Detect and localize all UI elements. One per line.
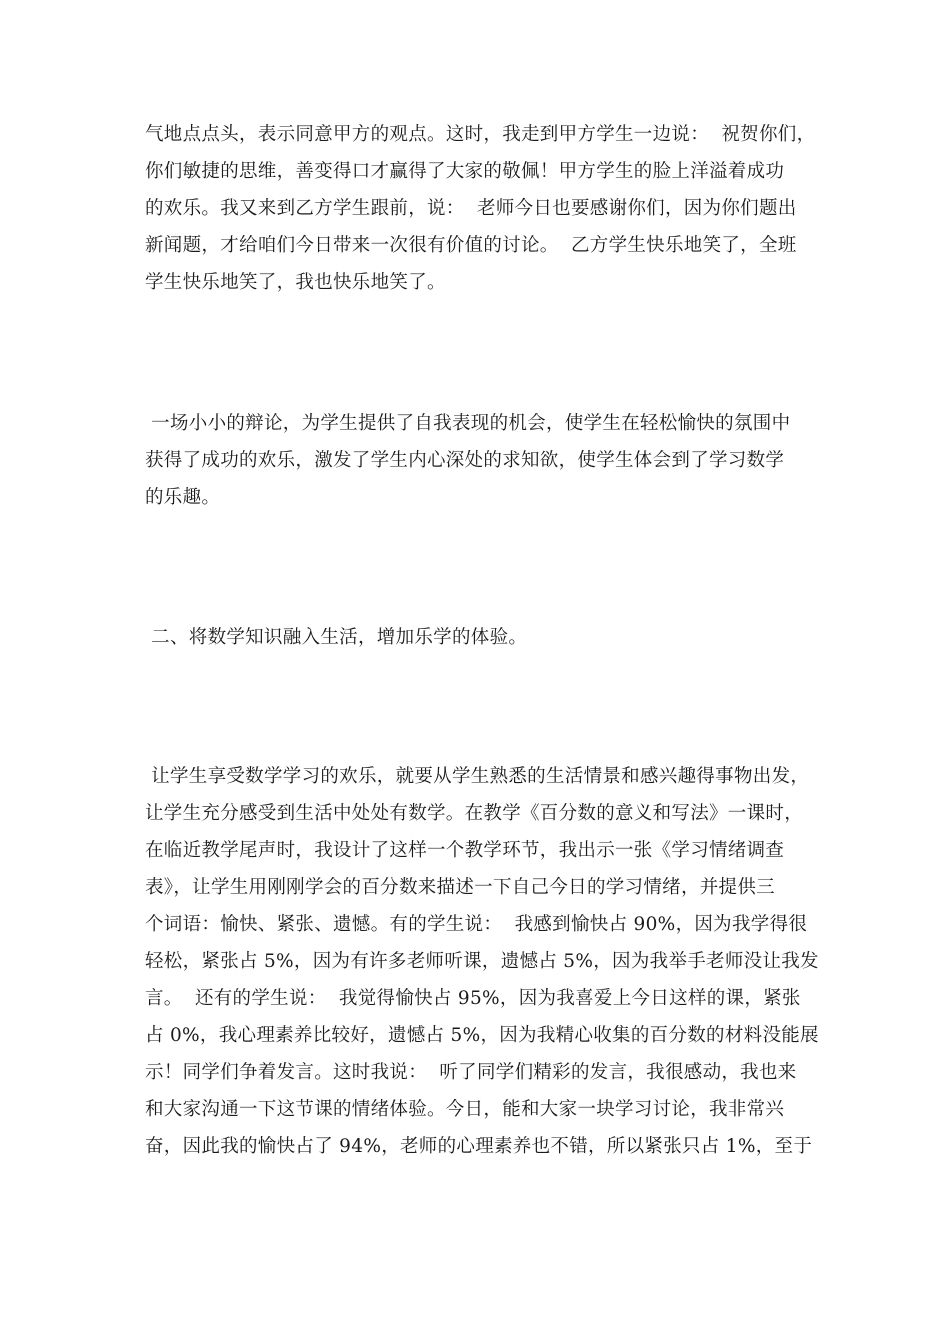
paragraph-4-line-5: 个词语：愉快、紧张、遗憾。有的学生说： 我感到愉快占 90%，因为我学得很 — [145, 914, 808, 935]
paragraph-4-line-9: 示！同学们争着发言。这时我说： 听了同学们精彩的发言，我很感动，我也来 — [145, 1062, 797, 1083]
paragraph-1-line-1: 气地点点头，表示同意甲方的观点。这时，我走到甲方学生一边说： 祝贺你们， — [145, 124, 816, 145]
paragraph-4-line-1: 让学生享受数学学习的欢乐，就要从学生熟悉的生活情景和感兴趣得事物出发， — [145, 766, 810, 787]
paragraph-4-line-2: 让学生充分感受到生活中处处有数学。在教学《百分数的意义和写法》一课时， — [145, 803, 804, 824]
section-heading: 二、将数学知识融入生活，增加乐学的体验。 — [145, 627, 528, 648]
paragraph-2-line-2: 获得了成功的欢乐，激发了学生内心深处的求知欲，使学生体会到了学习数学 — [145, 450, 785, 471]
paragraph-4-line-6: 轻松，紧张占 5%，因为有许多老师听课，遗憾占 5%，因为我举手老师没让我发 — [145, 951, 819, 972]
paragraph-1-line-3: 的欢乐。我又来到乙方学生跟前，说： 老师今日也要感谢你们，因为你们题出 — [145, 198, 797, 219]
paragraph-4-line-8: 占 0%，我心理素养比较好，遗憾占 5%，因为我精心收集的百分数的材料没能展 — [145, 1025, 819, 1046]
paragraph-2-line-3: 的乐趣。 — [145, 487, 221, 508]
paragraph-2-line-1: 一场小小的辩论，为学生提供了自我表现的机会，使学生在轻松愉快的氛围中 — [145, 413, 791, 434]
paragraph-4-line-3: 在临近教学尾声时，我设计了这样一个教学环节，我出示一张《学习情绪调查 — [145, 840, 785, 861]
paragraph-4-line-11: 奋，因此我的愉快占了 94%，老师的心理素养也不错，所以紧张只占 1%，至于 — [145, 1136, 813, 1157]
paragraph-1-line-4: 新闻题，才给咱们今日带来一次很有价值的讨论。 乙方学生快乐地笑了，全班 — [145, 235, 797, 256]
paragraph-4-line-4: 表》，让学生用刚刚学会的百分数来描述一下自己今日的学习情绪，并提供三 — [145, 877, 775, 898]
paragraph-1-line-2: 你们敏捷的思维，善变得口才赢得了大家的敬佩！甲方学生的脸上洋溢着成功 — [145, 161, 785, 182]
paragraph-4-line-10: 和大家沟通一下这节课的情绪体验。今日，能和大家一块学习讨论，我非常兴 — [145, 1099, 785, 1120]
paragraph-4-line-7: 言。 还有的学生说： 我觉得愉快占 95%，因为我喜爱上今日这样的课，紧张 — [145, 988, 801, 1009]
paragraph-1-line-5: 学生快乐地笑了，我也快乐地笑了。 — [145, 272, 446, 293]
